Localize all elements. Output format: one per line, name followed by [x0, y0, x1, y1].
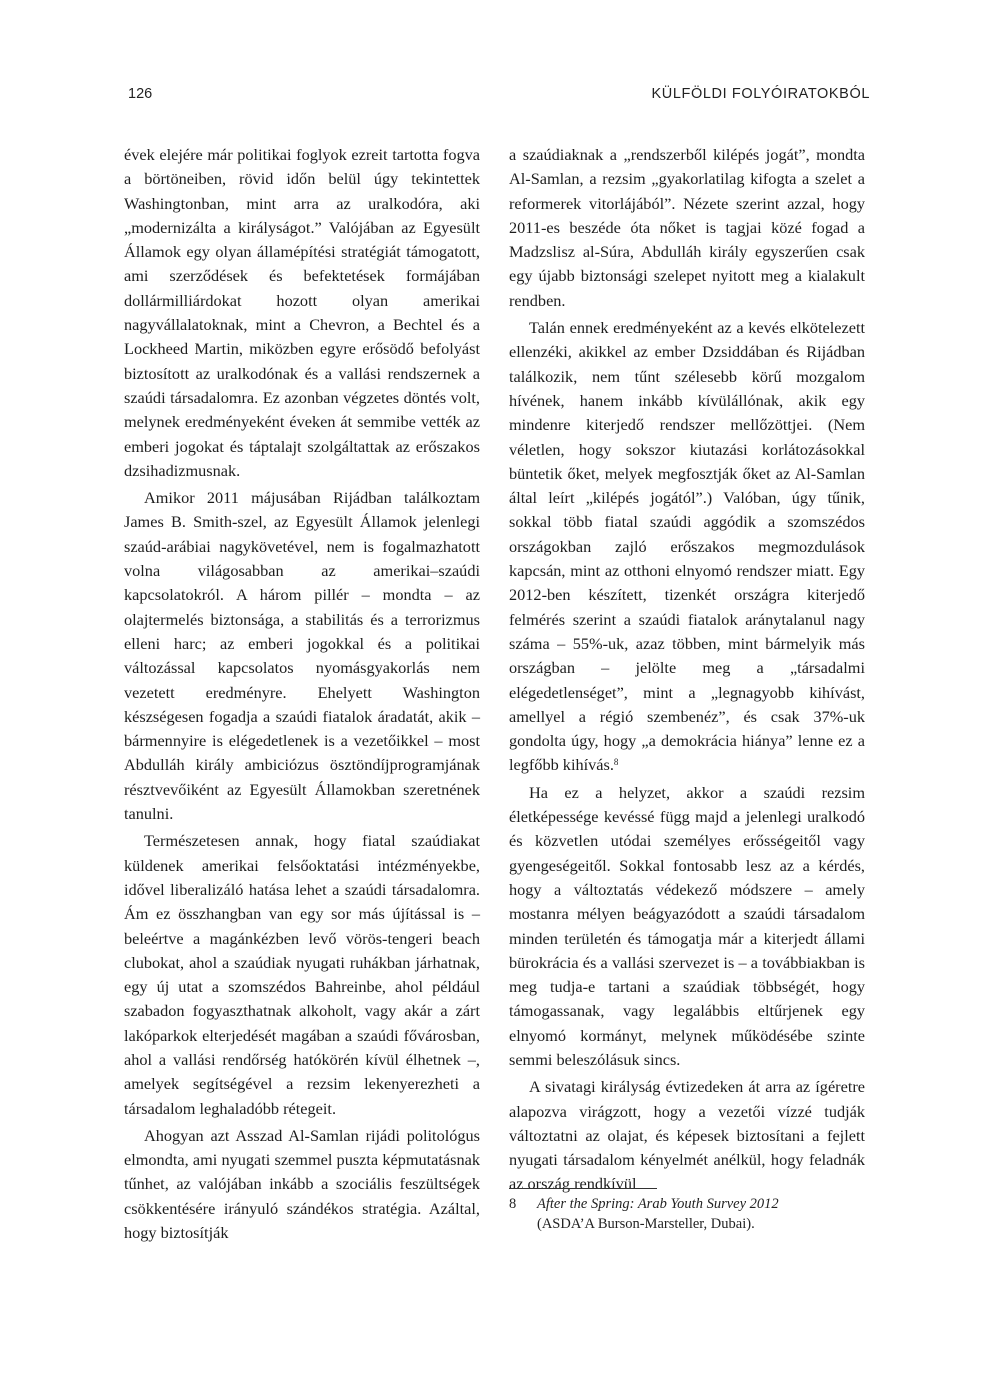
footnote-source: (ASDA’A Burson-Marsteller, Dubai). — [537, 1216, 755, 1232]
page-header — [128, 86, 870, 108]
paragraph: évek elejére már politikai foglyok ezreit tartotta fogva a börtöneiben, rövid időn belül úgy tekintettek Washingtonban, mint arra az uralkodóra, aki „modernizálta a királyságot.” Valójában az Egyesült Államok egy olyan államépítési stratégiát támogatott, ami szerződések és befektetések formájában dollármilliárdokat hozott olyan amerikai nagyvállalatoknak, mint a Chevron, a Bechtel és a Lockheed Martin, miközben egyre erősödő befolyást biztosított az uralkodónak és a vallási rendszernek a szaúdi társadalomra. Ez azonban végzetes döntés volt, melynek eredményeként éveken át semmibe vették az emberi jogokat és táptalajt szolgáltattak az erőszakos dzsihadizmusnak. — [124, 145, 480, 480]
right-column — [509, 143, 865, 1197]
left-column — [124, 143, 480, 1245]
paragraph: Természetesen annak, hogy fiatal szaúdiakat küldenek amerikai felsőoktatási intézményekbe, idővel liberalizáló hatása lehet a szaúdi társadalomra. Ám ez összhangban van egy sor más újítással is – beleértve a magánkézben levő vörös-tengeri beach clubokat, ahol a szaúdiak nyugati ruhákban járhatnak, egy új utat a szomszédos Bahreinbe, ahol például szabadon fogyaszthatnak alkoholt, vagy akár a zárt lakóparkok elterjedését magában a szaúdi fővárosban, ahol a vallási rendőrség hatókörén kívül élhetnek –, amelyek segítségével a rezsim lekenyerezheti a társadalom leghaladóbb rétegeit. — [124, 831, 480, 1118]
paragraph: a szaúdiaknak a „rendszerből kilépés jogát”, mondta Al-Samlan, a rezsim „gyakorlatilag kifogta a szelet a reformerek vitorlájából”. Nézete szerint azzal, hogy 2011-es beszéde óta nőket is tagjai közé fogad a Madzslisz al-Súra, Abdulláh király egyszerűen csak egy újabb biztonsági szelepet nyitott meg a kialakult rendben. — [509, 145, 865, 310]
paragraph: A sivatagi királyság évtizedeken át arra az ígéretre alapozva virágzott, hogy a vezetői vízzé tudják változtatni az olajat, és képesek biztosítani a fejlett nyugati társadalom kényelmét anélkül, hogy feladnák az ország rendkívül — [509, 1077, 865, 1194]
footnote-body — [537, 1194, 869, 1234]
paragraph-text: Talán ennek eredményeként az a kevés elkötelezett ellenzéki, akikkel az ember Dzsiddában és Rijádban találkozik, nem tűnt szélesebb körű mozgalom hívének, hanem inkább kívülállónak, akik egy mindenre kiterjedő rendszer mellőzöttjei. (Nem véletlen, hogy sokszor kiutazási korlátozásokkal büntetik őket, melyek megfosztják őket az Al-Samlan által leírt „kilépés jogától”.) Valóban, úgy tűnik, sokkal több fiatal szaúdi aggódik a szomszédos országokban zajló erőszakos megmozdulások kapcsán, mint az otthoni elnyomó rendszer miatt. Egy 2012-ben készített, tizenkét országra kiterjedő felmérés szerint a szaúdi fiatalok aránytalanul nagy száma – 55%-uk, azaz többen, mint bármelyik más országban – jelölte meg a „társadalmi elégedetlenséget”, mint a „legnagyobb kihívást, amellyel a régió szembenéz”, és csak 37%-uk gondolta úgy, hogy „a demokrácia hiánya” lenne ez a legfőbb kihívás. — [509, 318, 865, 775]
footnote-number: 8 — [509, 1196, 517, 1212]
paragraph: Ahogyan azt Asszad Al-Samlan rijádi politológus elmondta, ami nyugati szemmel puszta képmutatásnak tűnhet, az valójában inkább a szociális feszültségek csökkentésére irányuló szándékos stratégia. Azáltal, hogy biztosítják — [124, 1125, 480, 1243]
running-title: KÜLFÖLDI FOLYÓIRATOKBÓL — [651, 86, 870, 102]
paragraph: Amikor 2011 májusában Rijádban találkoztam James B. Smith-szel, az Egyesült Államok jelenlegi szaúd-arábiai nagykövetével, nem is fogalmazhatott volna világosabban az amerikai–szaúdi kapcsolatokról. A három pillér – mondta – az olajtermelés biztonsága, a stabilitás és a terrorizmus elleni harc; az emberi jogokkal és a politikai változással kapcsolatos nyomásgyakorlás nem vezetett eredményre. Ehelyett Washington készségesen fogadja a szaúdi fiatalok áradatát, akik – bármennyire is elégedetlenek is a vezetőikkel – most Abdulláh király ambiciózus ösztöndíjprogramjának résztvevőiként az Egyesült Államokban szeretnének tanulni. — [124, 488, 480, 824]
paragraph: Ha ez a helyzet, akkor a szaúdi rezsim életképessége kevéssé függ majd a jelenlegi uralkodó és közvetlen utódai személyes erősségeitől vagy gyengeségeitől. Sokkal fontosabb lesz az a kérdés, hogy a változtatás védekező módszere – amely mostanra mélyen beágyazódott a szaúdi társadalom minden területén és támogatja már a kiterjedt állami bürokrácia és a vallási szervezet is – a továbbiakban is meg tudja-e tartani a szaúdiak többségét, hogy támogassanak, vagy legalábbis eltűrjenek egy elnyomó kormányt, melynek működésébe szinte semmi beleszólásuk sincs. — [509, 782, 865, 1069]
page-number: 126 — [128, 86, 153, 102]
footnote-reference[interactable]: 8 — [613, 757, 619, 768]
footnote — [509, 1194, 869, 1234]
paragraph-with-note — [509, 316, 865, 778]
footnote-title: After the Spring: Arab Youth Survey 2012 — [537, 1196, 779, 1212]
footnote-divider — [509, 1188, 657, 1189]
